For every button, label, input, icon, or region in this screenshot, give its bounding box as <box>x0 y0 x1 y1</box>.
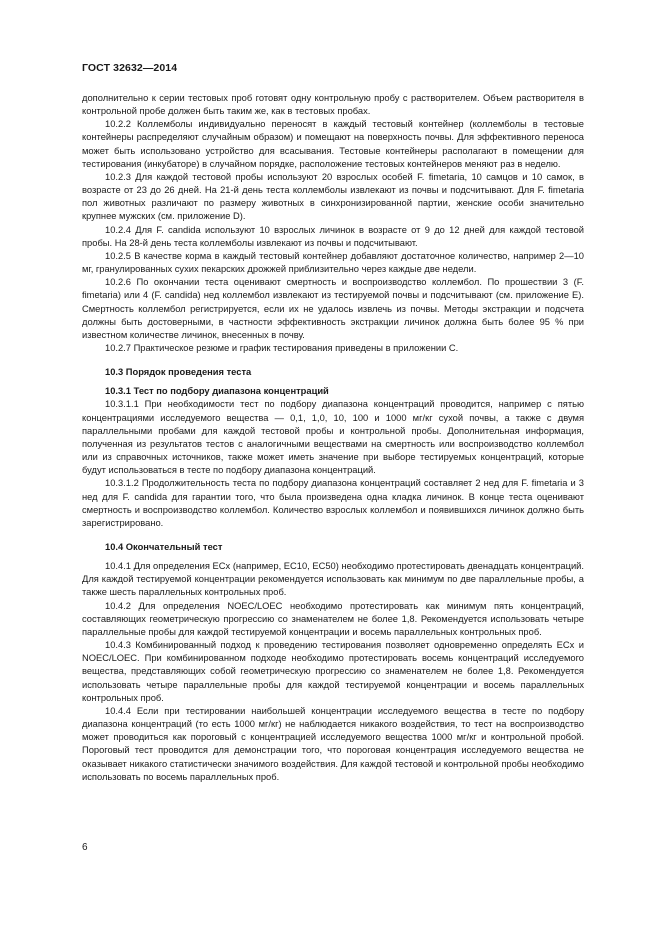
paragraph-10-4-4: 10.4.4 Если при тестировании наибольшей концентрации исследуемого вещества в тесте по подбору диапазона концентраций (то есть 1000 мг/кг) не наблюдается никакого воздействия, то тест на воспроизводство может проводиться как пороговый с концентрацией исследуемого вещества 1000 мг/кг и контрольной пробой. Пороговый тест проводится для демонстрации того, что пороговая концентрация исследуемого вещества не оказывает никакого статистически значимого воздействия. Для каждой тестовой и контрольной пробы необходимо использовать по восемь параллельных проб. <box>82 705 584 782</box>
paragraph-10-2-5: 10.2.5 В качестве корма в каждый тестовый контейнер добавляют достаточное количество, например 2—10 мг, гранулированных сухих пекарских дрожжей приблизительно через каждые две недели. <box>82 250 584 275</box>
paragraph-10-4-2: 10.4.2 Для определения NOEC/LOEC необходимо протестировать как минимум пять концентраций, составляющих геометрическую прогрессию со знаменателем не более 1,8. Рекомендуется использовать четыре параллельные пробы для каждой тестируемой концентрации и восемь параллельных контрольных проб. <box>82 600 584 637</box>
paragraph-10-2-7: 10.2.7 Практическое резюме и график тестирования приведены в приложении С. <box>105 342 459 353</box>
paragraph: дополнительно к серии тестовых проб готовят одну контрольную пробу с растворителем. Объем растворителя в контрольной пробе должен быть таким же, как в тестовых пробах. <box>82 93 584 117</box>
section-heading-10-4: 10.4 Окончательный тест <box>105 542 223 552</box>
paragraph-10-3-1-2: 10.3.1.2 Продолжительность теста по подбору диапазона концентраций составляет 2 нед для F. fimetaria и 3 нед для F. candida для гарантии того, что была произведена одна кладка личинок. В конце теста оценивают смертность и воспроизводство коллембол. Количество взрослых коллембол и появившихся личинок должно быть зарегистрировано. <box>82 478 584 528</box>
page-number: 6 <box>82 842 88 853</box>
document-body <box>82 92 584 784</box>
subsection-heading-10-3-1: 10.3.1 Тест по подбору диапазона концентраций <box>105 386 329 397</box>
document-standard-number: ГОСТ 32632—2014 <box>82 62 178 74</box>
section-heading-10-3: 10.3 Порядок проведения теста <box>105 367 252 378</box>
paragraph-10-2-3: 10.2.3 Для каждой тестовой пробы используют 20 взрослых особей F. fimetaria, 10 самцов и 10 самок, в возрасте от 23 до 26 дней. На 21-й день теста коллемболы извлекают из почвы и подсчитывают. Для F. fimetaria пол животных различают по размеру животных в синхронизированной партии, женские особи значительно крупнее мужских (см. приложение D). <box>82 171 584 222</box>
paragraph-10-2-2: 10.2.2 Коллемболы индивидуально переносят в каждый тестовый контейнер (коллемболы в тестовые контейнеры распределяют случайным образом) и помещают на поверхность почвы. Для эффективного переноса может быть использовано устройство для всасывания. Тестовые контейнеры располагают в помещении для тестирования (инкубаторе) в случайном порядке, расположение тестовых контейнеров меняют раз в неделю. <box>82 119 584 169</box>
paragraph-10-2-4: 10.2.4 Для F. candida используют 10 взрослых личинок в возрасте от 9 до 12 дней для каждой тестовой пробы. На 28-й день теста коллемболы извлекают из почвы и подсчитывают. <box>82 224 584 248</box>
paragraph-10-3-1-1: 10.3.1.1 При необходимости тест по подбору диапазона концентраций проводится, например с пятью концентрациями исследуемого вещества — 0,1, 1,0, 10, 100 и 1000 мг/кг сухой почвы, а также с двумя параллельными пробами для каждой тестовой пробы и контрольной пробы. Дополнительная информация, полученная из результатов тестов с аналогичными веществами на смертность или воспроизводство коллембол или из справочных источников, также может иметь значение при выборе тестируемых концентраций, которые будут использоваться в тесте по подбору диапазона концентраций. <box>82 399 584 476</box>
paragraph-10-4-3: 10.4.3 Комбинированный подход к проведению тестирования позволяет одновременно определять ECx и NOEC/LOEC. При комбинированном подходе необходимо протестировать восемь концентраций исследуемого вещества, представляющих собой геометрическую прогрессию со знаменателем не более 1,8. Рекомендуется использовать четыре параллельные пробы для каждой тестируемой концентрации и восемь параллельных контрольных проб. <box>82 640 584 703</box>
paragraph-10-2-6: 10.2.6 По окончании теста оценивают смертность и воспроизводство коллембол. По прошествии 3 (F. fimetaria) или 4 (F. candida) нед коллембол извлекают из тестируемой почвы и подсчитывают (см. приложение Е). Смертность коллембол регистрируется, если их не удалось извлечь из почвы. Методы экстракции и подсчета должны быть достоверными, в частности эффективность экстракции личинок должна быть более 95 % при известном количестве личинок, внесенных в почву. <box>82 277 584 340</box>
paragraph-10-4-1: 10.4.1 Для определения ECx (например, EC10, EC50) необходимо протестировать двенадцать концентраций. Для каждой тестируемой концентрации рекомендуется использовать как минимум по две параллельные пробы, а также шесть параллельных контрольных проб. <box>82 561 584 598</box>
